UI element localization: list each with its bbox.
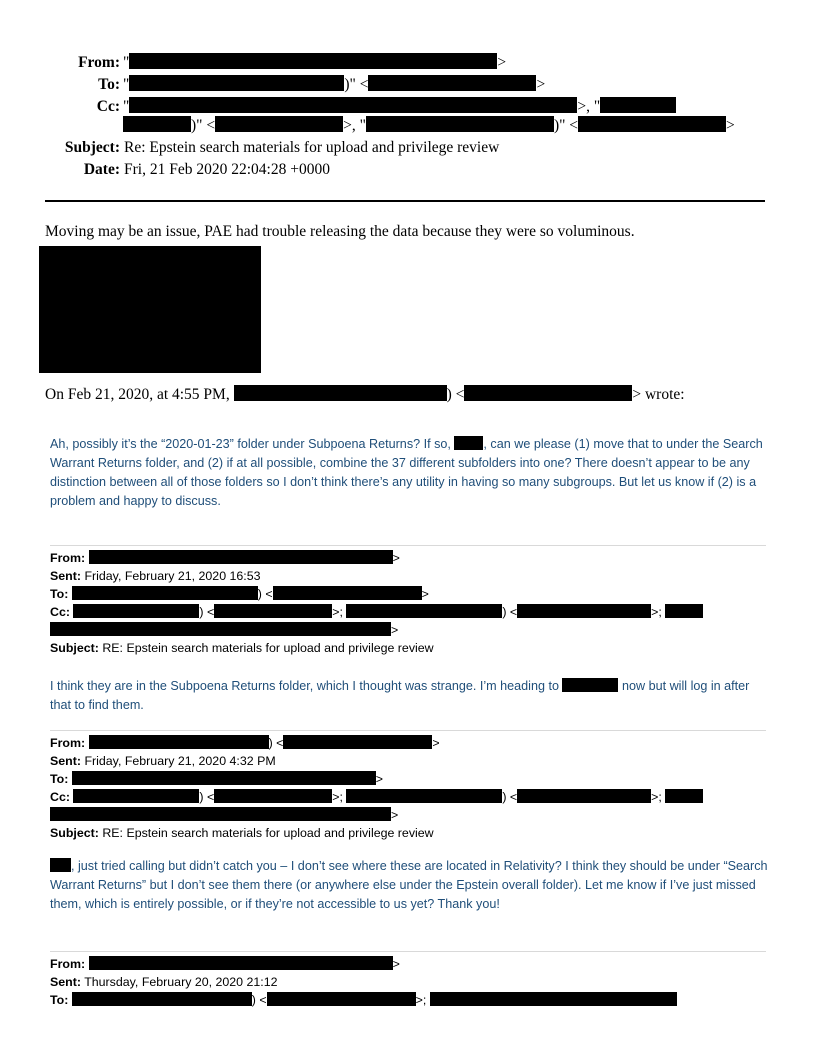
redaction [129,75,344,91]
sent-label: Sent: [50,754,81,768]
sent-value: Friday, February 21, 2020 16:53 [84,569,261,583]
to-label: To: [98,76,120,93]
redaction [215,116,343,132]
cc-value: " >, " [123,97,676,117]
cc-label: Cc: [96,98,120,115]
email-header [0,0,816,190]
message-1-body [50,677,770,715]
redaction [73,604,199,618]
from-label: From: [78,54,120,71]
redaction [454,436,483,450]
subject-value: Re: Epstein search materials for upload and privilege review [124,139,500,156]
sent-label: Sent: [50,569,81,583]
from-label: From: [50,551,86,565]
subject-label: Subject: [64,139,120,156]
redaction [578,116,726,132]
message-header-2: From: ) < > Sent: Friday, February 21, 2020 4:32 PM To: > Cc: ) < >; ) < >; > Subject: RE: Epstein search materials for upload and privilege review [50,734,780,844]
sent-value: Friday, February 21, 2020 4:32 PM [84,754,276,768]
redaction [72,771,376,785]
redaction [73,789,199,803]
message-divider [50,730,766,731]
cc-label: Cc: [50,605,70,619]
redaction [517,789,651,803]
body-text: , just tried calling but didn’t catch you – I don’t see where these are located in Relativity? I think they should be under “Search Warrant Returns” but I don’t see them there (or anywhere else under the Epstein overall folder). Let me know if I’ve just missed them, which is entirely possible, or if they’re not accessible to us yet? Thank you! [50,859,768,911]
sent-value: Thursday, February 20, 2020 21:12 [84,975,278,989]
message-header-1: From: > Sent: Friday, February 21, 2020 16:53 To: ) < > Cc: ) < >; ) < >; > Subject: RE: Epstein search materials for upload and privilege review [50,549,780,659]
redaction [665,789,703,803]
redaction [600,97,676,113]
body-text-a: I think they are in the Subpoena Returns folder, which I thought was strange. I’m heading to [50,679,559,693]
from-label: From: [50,957,86,971]
redaction [72,992,252,1006]
redaction [50,807,391,821]
reply-text: Moving may be an issue, PAE had trouble releasing the data because they were so voluminous. [45,223,635,240]
reply-attribution: On Feb 21, 2020, at 4:55 PM, ) < > wrote: [45,386,685,403]
redaction [89,735,269,749]
attribution-prefix: On Feb 21, 2020, at 4:55 PM, [45,386,230,403]
redaction [517,604,651,618]
redaction [214,789,332,803]
redaction [464,385,632,401]
redaction [346,789,502,803]
date-label: Date: [83,161,120,178]
message-divider [50,951,766,952]
to-label: To: [50,993,69,1007]
redaction [50,622,391,636]
subject-label: Subject: [50,826,99,840]
redaction [234,385,447,401]
from-value: " > [123,54,507,71]
redacted-signature [39,246,261,373]
redaction [89,956,393,970]
redaction [267,992,416,1006]
subject-label: Subject: [50,641,99,655]
redaction [346,604,502,618]
subject-value: RE: Epstein search materials for upload and privilege review [102,641,434,655]
redaction [665,604,703,618]
sent-label: Sent: [50,975,81,989]
redaction [214,604,332,618]
redaction [283,735,432,749]
redaction [562,678,618,692]
redaction [89,550,393,564]
redaction [129,53,497,69]
body-text-b: now but will log in after that to find them. [50,679,750,712]
redaction [50,858,71,872]
quoted-text-a: Ah, possibly it’s the “2020-01-23” folder under Subpoena Returns? If so, [50,437,451,451]
to-label: To: [50,772,69,786]
quoted-message [50,435,770,511]
redaction [430,992,677,1006]
to-label: To: [50,587,69,601]
cc-label: Cc: [50,790,70,804]
to-value: " )" < > [123,76,546,93]
redaction [273,586,422,600]
redaction [72,586,258,600]
cc-value-cont: )" < >, " )" < > [123,116,735,136]
message-divider [50,545,766,546]
redaction [368,75,536,91]
redaction [123,116,191,132]
from-label: From: [50,736,86,750]
redaction [129,97,577,113]
attribution-suffix: > wrote: [632,386,685,403]
header-divider [45,200,765,202]
message-2-body [50,857,770,914]
subject-value: RE: Epstein search materials for upload and privilege review [102,826,434,840]
message-header-3: From: > Sent: Thursday, February 20, 2020 21:12 To: ) < >; [50,955,780,1015]
quoted-text-b: , can we please (1) move that to under the Search Warrant Returns folder, and (2) if at all possible, combine the 37 different subfolders into one? There doesn’t appear to be any distinction between all of those folders so I don’t think there’s any utility in having so many subgroups. But let us know if (2) is a problem and happy to discuss. [50,437,763,508]
date-value: Fri, 21 Feb 2020 22:04:28 +0000 [124,161,330,178]
redaction [366,116,554,132]
